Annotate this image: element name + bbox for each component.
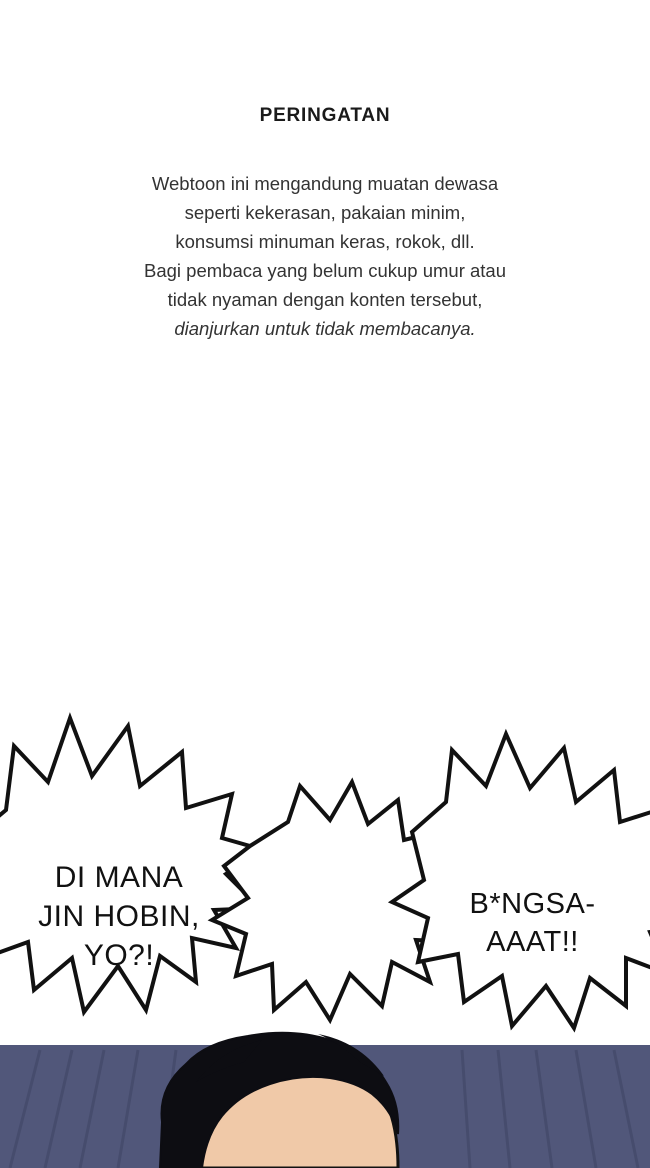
comic-panel xyxy=(0,690,650,1168)
warning-line: Webtoon ini mengandung muatan dewasa xyxy=(151,173,499,194)
warning-line: seperti kekerasan, pakaian minim, xyxy=(184,202,466,223)
warning-body xyxy=(0,169,650,343)
warning-block xyxy=(0,105,650,343)
comic-artwork xyxy=(0,690,650,1168)
speech-line: YO?! xyxy=(83,939,155,972)
speech-line: JIN HOBIN, xyxy=(38,900,200,933)
speech-line: AAAT!! xyxy=(486,926,579,958)
warning-line: tidak nyaman dengan konten tersebut, xyxy=(167,289,483,310)
warning-line: Bagi pembaca yang belum cukup umur atau xyxy=(144,260,506,281)
warning-line-italic: dianjurkan untuk tidak membacanya. xyxy=(174,318,476,339)
warning-title: PERINGATAN xyxy=(259,105,391,126)
speech-line: B*NGSA- xyxy=(469,888,596,920)
speech-line: DI MANA xyxy=(54,861,184,894)
warning-line: konsumsi minuman keras, rokok, dll. xyxy=(175,231,475,252)
